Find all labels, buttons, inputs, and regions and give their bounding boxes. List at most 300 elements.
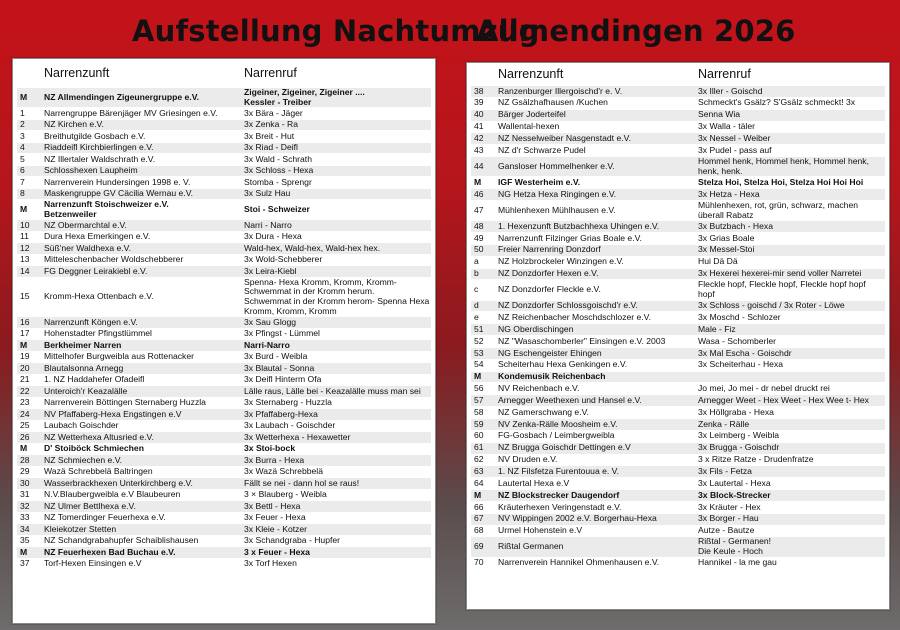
table-row (471, 557, 885, 569)
left-table-header (17, 59, 431, 87)
row-number: 24 (20, 408, 30, 419)
row-number: M (20, 546, 28, 557)
row-narrenzunft: NZ Obermarchtal e.V. (44, 220, 127, 230)
row-narrenruf: Autze - Bautze (698, 525, 755, 536)
row-narrenzunft: Narrenzunft Stoischweizer e.V. Betzenweiler (44, 200, 169, 219)
table-row (17, 199, 431, 219)
row-narrenzunft: NZ Gamerschwang e.V. (498, 407, 589, 417)
row-number: 39 (474, 97, 484, 108)
table-row (471, 279, 885, 299)
row-narrenzunft: NZ Kirchen e.V. (44, 120, 104, 130)
row-narrenruf: Spenna- Hexa Kromm, Kromm, Kromm- Schwemmat in der Kromm herum. Schwemmat in der Kromm herom- Spenna Hexa Kromm, Kromm, Kromm (244, 276, 430, 316)
row-number: 43 (474, 144, 484, 155)
row-number: 69 (474, 541, 484, 552)
row-narrenruf: 3x Sulz Hau (244, 188, 291, 199)
row-number: c (474, 284, 479, 295)
row-narrenzunft: Bärger Joderteifel (498, 110, 566, 120)
row-narrenruf: Hannikel - la me gau (698, 557, 777, 568)
table-row (17, 316, 431, 328)
row-narrenzunft: NV Druden e.V. (498, 455, 558, 465)
row-narrenruf: 3x Blautal - Sonna (244, 362, 315, 373)
row-number: 60 (474, 430, 484, 441)
row-number: 11 (20, 231, 29, 242)
row-number: 31 (20, 489, 30, 500)
row-number: 32 (20, 500, 30, 511)
table-row (17, 477, 431, 489)
row-number: M (20, 203, 28, 214)
row-number: 12 (20, 242, 30, 253)
row-narrenruf: 3x Laubach - Goischder (244, 420, 336, 431)
table-row (17, 385, 431, 397)
row-number: 5 (20, 153, 25, 164)
row-narrenruf: 3x Grias Boale (698, 232, 755, 243)
row-number: 38 (474, 85, 484, 96)
row-narrenruf: 3x Sau Glogg (244, 316, 297, 327)
table-row (471, 382, 885, 394)
table-row (471, 394, 885, 406)
row-narrenruf: 3x Borger - Hau (698, 513, 759, 524)
table-row (471, 97, 885, 109)
row-narrenruf: 3 × Blauberg - Weibla (244, 489, 327, 500)
table-row (471, 501, 885, 513)
row-number: 57 (474, 394, 484, 405)
row-narrenzunft: NZ Brugga Goischdr Dettingen e.V (498, 443, 631, 453)
row-narrenzunft: NZ Holzbrockeler Winzingen e.V. (498, 257, 624, 267)
table-row (471, 300, 885, 312)
row-narrenruf: Schmeckt's Gsälz? S'Gsälz schmeckt! 3x (698, 97, 856, 108)
row-narrenruf: Hui Dä Dä (698, 256, 738, 267)
row-number: 23 (20, 397, 30, 408)
row-narrenruf: 3x Schloss - goischd / 3x Roter - Löwe (698, 300, 845, 311)
row-narrenzunft: Ranzenburger Illergoischd'r e. V. (498, 86, 623, 96)
table-row (471, 244, 885, 256)
row-narrenruf: 3x Moschd - Schlozer (698, 312, 781, 322)
row-narrenruf: Zigeiner, Zigeiner, Zigeiner .... Kessler - Treiber (244, 87, 365, 107)
row-narrenruf: Fällt se nei - dann hol se raus! (244, 477, 360, 488)
table-row (471, 144, 885, 156)
row-number: 51 (474, 323, 484, 334)
table-row (17, 489, 431, 501)
row-narrenzunft: Wazä Schrebbelä Baltringen (44, 467, 153, 477)
row-narrenruf: 3x Höllgraba - Hexa (698, 406, 774, 417)
row-narrenruf: Rißtal - Germanen! Die Keule - Hoch (698, 536, 772, 556)
row-narrenzunft: NV Pfaffaberg-Hexa Engstingen e.V (44, 409, 182, 419)
row-number: a (474, 256, 479, 267)
row-narrenruf: 3x Burra - Hexa (244, 454, 305, 465)
row-narrenzunft: Gansloser Hommelhenker e.V. (498, 161, 615, 171)
row-narrenruf: Narri-Narro (244, 339, 290, 350)
row-number: M (474, 489, 482, 500)
row-narrenruf: Stelza Hoi, Stelza Hoi, Stelza Hoi Hoi Hoi (698, 176, 864, 187)
row-narrenzunft: Schlosshexen Laupheim (44, 166, 138, 176)
row-narrenruf: 3x Pudel - pass auf (698, 144, 772, 155)
row-narrenzunft: Kondemusik Reichenbach (498, 372, 606, 382)
row-narrenruf: Narri - Narro (244, 219, 292, 230)
row-narrenruf: 3x Burd - Weibla (244, 351, 308, 362)
header-narrenzunft: Narrenzunft (498, 67, 564, 81)
row-number: 44 (474, 160, 484, 171)
row-number: 14 (20, 265, 30, 276)
table-row (17, 142, 431, 154)
table-row (17, 420, 431, 432)
table-row (471, 156, 885, 176)
table-row (17, 558, 431, 570)
row-narrenzunft: NG Oberdischingen (498, 324, 574, 334)
row-narrenzunft: NZ Donzdorfer Hexen e.V. (498, 269, 599, 279)
row-narrenruf: Stoi - Schweizer (244, 203, 310, 214)
row-narrenruf: 3x Kräuter - Hex (698, 501, 761, 512)
row-narrenruf: 3x Iller - Goischd (698, 85, 763, 96)
table-row (471, 188, 885, 200)
table-row (471, 335, 885, 347)
row-narrenruf: 3x Wold-Schebberer (244, 254, 323, 265)
table-row (471, 268, 885, 280)
row-narrenruf: 3x Schandgraba - Hupfer (244, 535, 341, 546)
row-number: 59 (474, 418, 484, 429)
row-number: 3 (20, 130, 25, 141)
row-narrenruf: 3x Walla - täler (698, 121, 755, 132)
row-narrenzunft: NZ Donzdorfer Schlossgoischd'r e.V. (498, 301, 638, 311)
table-row (17, 351, 431, 363)
row-narrenzunft: Kleiekotzer Stetten (44, 524, 117, 534)
row-narrenruf: 3x Kleie - Kotzer (244, 523, 308, 534)
row-narrenruf: 3x Stoi-bock (244, 443, 296, 454)
row-narrenruf: 3x Bettl - Hexa (244, 500, 301, 511)
row-narrenzunft: NZ Gsälzhafhausen /Kuchen (498, 98, 608, 108)
row-narrenzunft: Lautertal Hexa e.V (498, 478, 570, 488)
row-narrenruf: 3x Hexerei hexerei-mir send voller Narretei (698, 268, 862, 279)
row-number: 35 (20, 535, 30, 546)
row-number: 61 (474, 442, 484, 453)
row-number: M (20, 339, 28, 350)
row-narrenzunft: NZ Wetterhexa Altusried e.V. (44, 432, 154, 442)
row-narrenruf: Zenka - Rälle (698, 418, 750, 429)
table-row (471, 513, 885, 525)
row-narrenruf: Arnegger Weet - Hex Weet - Hex Wee t- Hex (698, 394, 869, 405)
row-narrenruf: 3x Feuer - Hexa (244, 512, 306, 523)
row-number: b (474, 268, 479, 279)
table-row (17, 328, 431, 340)
row-number: 1 (20, 107, 25, 118)
row-number: 68 (474, 525, 484, 536)
row-number: d (474, 300, 479, 311)
row-number: 13 (20, 254, 30, 265)
row-number: 21 (20, 374, 30, 385)
row-narrenruf: Wasa - Schomberler (698, 335, 777, 346)
table-row (17, 535, 431, 547)
row-narrenruf: 3x Bära - Jäger (244, 107, 303, 118)
row-number: e (474, 312, 479, 322)
row-number: 33 (20, 512, 30, 523)
row-number: 10 (20, 219, 30, 230)
row-narrenzunft: NZ Ulmer Bettlhexa e.V. (44, 501, 136, 511)
row-number: 64 (474, 477, 484, 488)
row-narrenzunft: Mittelhofer Burgweibla aus Rottenacker (44, 352, 194, 362)
row-narrenzunft: Riaddeifl Kirchbierlingen e.V. (44, 143, 154, 153)
row-narrenzunft: 1. Hexenzunft Butzbachhexa Uhingen e.V. (498, 221, 660, 231)
row-narrenzunft: Kräuterhexen Veringenstadt e.V. (498, 502, 622, 512)
right-table-header (471, 63, 885, 85)
left-table-panel (12, 58, 436, 624)
table-row (17, 512, 431, 524)
row-narrenzunft: FG-Gosbach / Leimbergweibla (498, 431, 615, 441)
row-narrenzunft: FG Deggner Leirakiebl e.V. (44, 266, 148, 276)
row-narrenruf: 3x Pfingst - Lümmel (244, 328, 320, 339)
row-narrenzunft: Mitteleschenbacher Woldschebberer (44, 255, 184, 265)
row-number: 17 (20, 328, 30, 339)
row-narrenruf: 3 x Ritze Ratze - Drudenfratze (698, 454, 814, 465)
row-narrenzunft: Rißtal Germanen (498, 542, 564, 552)
row-narrenruf: 3x Torf Hexen (244, 558, 297, 569)
row-narrenruf: 3x Riad - Deifl (244, 142, 298, 153)
table-row (471, 430, 885, 442)
row-number: 20 (20, 362, 30, 373)
row-narrenruf: 3x Leimberg - Weibla (698, 430, 780, 441)
table-row (17, 431, 431, 443)
row-narrenzunft: NZ d'r Schwarze Pudel (498, 145, 586, 155)
row-narrenruf: Hommel henk, Hommel henk, Hommel henk, henk, henk. (698, 156, 869, 176)
row-narrenruf: 3x Wetterhexa - Hexawetter (244, 431, 351, 442)
row-narrenzunft: Laubach Goischder (44, 421, 119, 431)
row-narrenruf: 3x Zenka - Ra (244, 119, 298, 130)
row-narrenruf: 3x Hetza - Hexa (698, 188, 760, 199)
row-number: 66 (474, 501, 484, 512)
row-number: 2 (20, 119, 25, 130)
table-row (17, 408, 431, 420)
row-number: 28 (20, 454, 30, 465)
row-narrenzunft: NZ Tomerdinger Feuerhexa e.V. (44, 513, 166, 523)
row-number: M (20, 91, 28, 102)
row-number: 16 (20, 316, 30, 327)
row-narrenzunft: N.V.Blaubergweibla e.V Blaubeuren (44, 490, 181, 500)
row-narrenzunft: Blautalsonna Arnegg (44, 363, 124, 373)
row-number: 46 (474, 188, 484, 199)
row-narrenruf: 3x Scheiterhau - Hexa (698, 359, 784, 370)
row-narrenzunft: Arnegger Weethexen und Hansel e.V. (498, 395, 642, 405)
table-row (17, 130, 431, 142)
table-row (17, 466, 431, 478)
table-row (17, 165, 431, 177)
row-number: M (474, 371, 482, 382)
table-row (471, 121, 885, 133)
row-number: 54 (474, 359, 484, 370)
row-narrenzunft: NZ Schmiechen e.V. (44, 455, 123, 465)
table-row (471, 371, 885, 383)
table-row (471, 477, 885, 489)
row-narrenzunft: Berkheimer Narren (44, 340, 122, 350)
row-number: 53 (474, 347, 484, 358)
table-row (471, 176, 885, 188)
table-row (471, 200, 885, 220)
row-narrenzunft: NZ Allmendingen Zigeunergruppe e.V. (44, 92, 200, 102)
row-number: 37 (20, 558, 30, 569)
row-narrenzunft: 1. NZ Haddahefer Ofadeifl (44, 375, 145, 385)
table-row (471, 311, 885, 323)
row-number: 47 (474, 204, 484, 215)
table-row (471, 323, 885, 335)
row-number: M (474, 176, 482, 187)
table-row (17, 119, 431, 131)
row-narrenruf: 3x Wald - Schrath (244, 153, 312, 164)
table-row (471, 132, 885, 144)
row-number: 49 (474, 232, 484, 243)
row-narrenzunft: Maskengruppe GV Cäcilia Wernau e.V. (44, 189, 194, 199)
table-row (17, 277, 431, 316)
row-narrenruf: 3x Sternaberg - Huzzla (244, 397, 332, 408)
row-narrenruf: 3x Dura - Hexa (244, 231, 302, 242)
row-narrenruf: 3x Pfaffaberg-Hexa (244, 408, 318, 419)
header-narrenruf: Narrenruf (698, 67, 751, 81)
table-row (471, 525, 885, 537)
row-narrenzunft: NG Eschengeister Ehingen (498, 348, 602, 358)
left-table-body (17, 87, 431, 569)
row-number: 42 (474, 133, 484, 143)
row-narrenruf: 3x Breit - Hut (244, 130, 295, 141)
row-narrenzunft: Torf-Hexen Einsingen e.V (44, 559, 142, 569)
table-row (471, 465, 885, 477)
row-number: 15 (20, 291, 30, 302)
row-narrenruf: Male - Fiz (698, 323, 736, 334)
row-narrenzunft: Narrenverein Hannikel Ohmenhausen e.V. (498, 558, 660, 568)
row-narrenzunft: NG Hetza Hexa Ringingen e.V. (498, 189, 617, 199)
header-narrenzunft: Narrenzunft (44, 66, 110, 80)
row-narrenzunft: D' Stoiböck Schmiechen (44, 444, 144, 454)
table-row (17, 231, 431, 243)
row-narrenzunft: Freier Narrenring Donzdorf (498, 245, 601, 255)
row-narrenzunft: NV Wippingen 2002 e.V. Borgerhau-Hexa (498, 514, 657, 524)
row-number: 4 (20, 142, 25, 153)
right-table-body (471, 85, 885, 568)
table-row (471, 406, 885, 418)
table-row (17, 265, 431, 277)
row-number: 26 (20, 431, 30, 442)
table-row (471, 347, 885, 359)
row-narrenzunft: NV Reichenbach e.V. (498, 384, 580, 394)
table-row (17, 188, 431, 200)
table-row (471, 454, 885, 466)
row-narrenruf: 3x Messel-Stoi (698, 244, 755, 255)
right-table-panel (466, 62, 890, 610)
row-narrenzunft: NZ "Wasaschomberler" Einsingen e.V. 2003 (498, 336, 666, 346)
row-narrenruf: 3x Mal Escha - Goischdr (698, 347, 792, 358)
row-narrenzunft: Narrengruppe Bärenjäger MV Griesingen e.V. (44, 108, 218, 118)
row-narrenzunft: Narrenverein Hundersingen 1998 e. V. (44, 177, 191, 187)
table-row (17, 500, 431, 512)
row-narrenruf: Wald-hex, Wald-hex, Wald-hex hex. (244, 242, 381, 253)
table-row (17, 254, 431, 266)
row-narrenzunft: IGF Westerheim e.V. (498, 177, 581, 187)
table-row (17, 362, 431, 374)
row-narrenzunft: 1. NZ Filsfetza Furentouua e. V. (498, 466, 620, 476)
row-narrenzunft: Wasserbrackhexen Unterkirchberg e.V. (44, 478, 193, 488)
row-number: 22 (20, 385, 30, 396)
row-number: 40 (474, 109, 484, 120)
row-number: 67 (474, 513, 484, 524)
row-narrenruf: 3x Nessel - Weiber (698, 133, 771, 143)
title-right: Allmendingen 2026 (476, 14, 796, 48)
row-narrenruf: Senna Wia (698, 109, 741, 120)
row-narrenruf: 3x Fils - Fetza (698, 465, 752, 476)
table-row (471, 536, 885, 556)
table-row (17, 546, 431, 558)
row-number: 29 (20, 466, 30, 477)
row-number: 41 (474, 121, 484, 132)
table-row (17, 397, 431, 409)
table-row (471, 256, 885, 268)
row-number: 25 (20, 420, 30, 431)
row-number: 19 (20, 351, 30, 362)
row-number: 8 (20, 188, 25, 199)
row-narrenzunft: Narrenzunft Filzinger Grias Boale e.V. (498, 233, 642, 243)
row-narrenzunft: NZ Illertaler Waldschrath e.V. (44, 154, 156, 164)
row-narrenruf: Fleckle hopf, Fleckle hopf, Fleckle hopf hopf hopf (698, 279, 866, 299)
row-narrenruf: 3x Wazä Schrebbelä (244, 466, 323, 477)
table-row (17, 454, 431, 466)
row-narrenruf: 3x Schloss - Hexa (244, 165, 314, 176)
row-narrenzunft: Scheiterhau Hexa Genkingen e.V. (498, 360, 628, 370)
row-narrenzunft: Mühlenhexen Mühlhausen e.V. (498, 205, 616, 215)
table-row (17, 242, 431, 254)
table-row (471, 232, 885, 244)
row-narrenzunft: Unteroich'r Keazalälle (44, 386, 128, 396)
table-row (17, 339, 431, 351)
table-row (471, 418, 885, 430)
row-narrenruf: 3x Lautertal - Hexa (698, 477, 771, 488)
header-narrenruf: Narrenruf (244, 66, 297, 80)
row-narrenzunft: Breithutgilde Gosbach e.V. (44, 131, 146, 141)
row-narrenzunft: Hohenstadter Pfingstlümmel (44, 329, 152, 339)
row-number: 6 (20, 165, 25, 176)
table-row (17, 107, 431, 119)
table-row (17, 523, 431, 535)
row-number: 58 (474, 406, 484, 417)
row-number: 34 (20, 523, 30, 534)
row-narrenruf: Jo mei, Jo mei - dr nebel druckt rei (698, 383, 830, 394)
row-number: 7 (20, 176, 25, 187)
row-number: M (20, 443, 28, 454)
row-narrenzunft: NZ Schandgrabahupfer Schaiblishausen (44, 536, 199, 546)
table-row (17, 87, 431, 107)
row-number: 70 (474, 557, 484, 568)
title-left: Aufstellung Nachtumzug (132, 14, 540, 48)
table-row (471, 109, 885, 121)
row-number: 52 (474, 335, 484, 346)
row-number: 62 (474, 454, 484, 465)
row-narrenruf: Mühlenhexen, rot, grün, schwarz, machen überall Rabatz (698, 199, 859, 220)
row-narrenruf: Lälle raus, Lälle bei - Keazalälle muss man sei (244, 385, 421, 396)
table-row (471, 489, 885, 501)
row-narrenzunft: Wallental-hexen (498, 122, 560, 132)
table-row (17, 374, 431, 386)
row-narrenzunft: Süß'ner Waldhexa e.V. (44, 243, 131, 253)
row-narrenzunft: Narrenzunft Köngen e.V. (44, 317, 138, 327)
table-row (471, 220, 885, 232)
row-narrenruf: 3x Deifl Hinterm Ofa (244, 374, 322, 385)
row-narrenruf: Stomba - Sprengr (244, 176, 312, 187)
row-narrenruf: 3x Brugga - Goischdr (698, 442, 780, 453)
row-number: 50 (474, 244, 484, 255)
row-narrenzunft: NZ Donzdorfer Fleckle e.V. (498, 285, 601, 295)
row-narrenzunft: Dura Hexa Emerkingen e.V. (44, 232, 151, 242)
row-narrenzunft: Kromm-Hexa Ottenbach e.V. (44, 292, 154, 302)
table-row (471, 359, 885, 371)
row-number: 48 (474, 220, 484, 231)
row-narrenzunft: NZ Feuerhexen Bad Buchau e.V. (44, 547, 176, 557)
row-number: 56 (474, 383, 484, 394)
table-row (17, 153, 431, 165)
row-number: 63 (474, 465, 484, 476)
row-narrenruf: 3x Block-Strecker (698, 489, 771, 500)
